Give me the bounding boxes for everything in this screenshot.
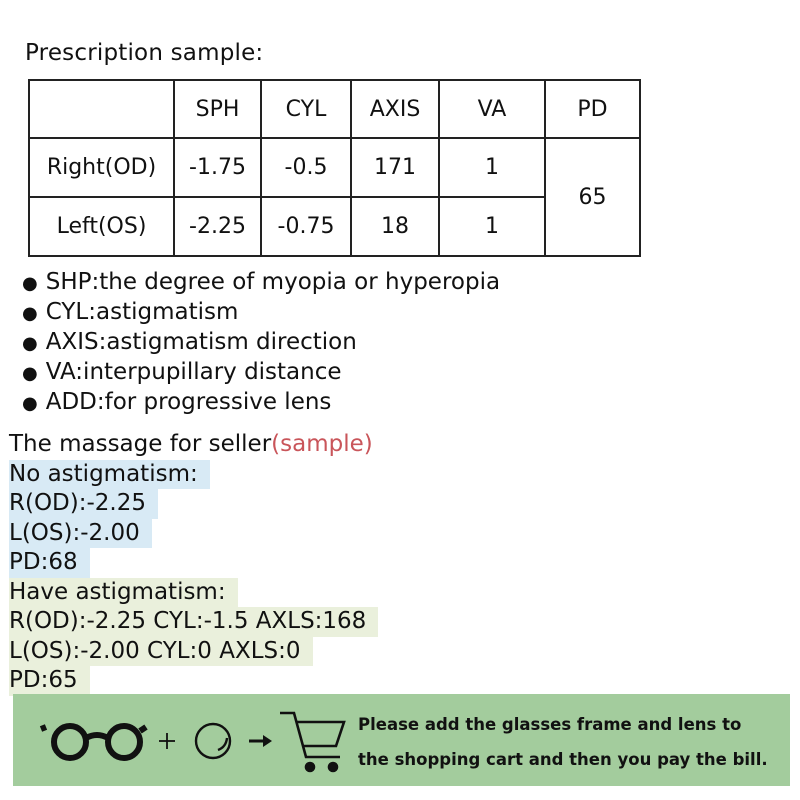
message-heading: The massage for seller(sample) <box>9 431 373 457</box>
cyl-value: -0.5 <box>261 138 351 197</box>
astigmatism-title: Have astigmatism: <box>9 578 238 608</box>
table-header-cell: SPH <box>174 80 261 138</box>
arrow-right-icon <box>249 735 272 747</box>
table-header-cell: AXIS <box>351 80 439 138</box>
list-item: ● CYL:astigmatism <box>22 299 239 325</box>
bullet-icon: ● <box>22 273 38 294</box>
glasses-icon <box>41 726 146 758</box>
list-item: ● SHP:the degree of myopia or hyperopia <box>22 269 501 295</box>
list-item: ● VA:interpupillary distance <box>22 359 342 385</box>
no-astigmatism-left: L(OS):-2.00 <box>9 519 152 549</box>
banner-line-2: the shopping cart and then you pay the bill. <box>358 750 768 769</box>
plus-icon <box>159 733 175 749</box>
astigmatism-left: L(OS):-2.00 CYL:0 AXLS:0 <box>9 637 313 667</box>
astigmatism-right: R(OD):-2.25 CYL:-1.5 AXLS:168 <box>9 607 378 637</box>
banner-instruction-text <box>358 707 768 777</box>
banner-line-1: Please add the glasses frame and lens to <box>358 715 742 734</box>
bullet-icon: ● <box>22 393 38 414</box>
va-value: 1 <box>439 138 545 197</box>
table-row <box>29 138 640 197</box>
sph-value: -2.25 <box>174 197 261 256</box>
sample-note: (sample) <box>271 431 373 457</box>
table-header-cell <box>29 80 174 138</box>
table-header-row <box>29 80 640 138</box>
page-title: Prescription sample: <box>25 40 264 66</box>
astigmatism-pd: PD:65 <box>9 666 90 696</box>
prescription-table <box>28 79 641 257</box>
table-header-cell: CYL <box>261 80 351 138</box>
no-astigmatism-title: No astigmatism: <box>9 460 210 490</box>
bullet-icon: ● <box>22 333 38 354</box>
table-header-cell: PD <box>545 80 640 138</box>
axis-value: 18 <box>351 197 439 256</box>
instruction-banner <box>13 694 790 786</box>
no-astigmatism-right: R(OD):-2.25 <box>9 489 158 519</box>
axis-value: 171 <box>351 138 439 197</box>
cyl-value: -0.75 <box>261 197 351 256</box>
row-label: Right(OD) <box>29 138 174 197</box>
va-value: 1 <box>439 197 545 256</box>
definitions-list <box>22 268 500 418</box>
table-header-cell: VA <box>439 80 545 138</box>
bullet-icon: ● <box>22 303 38 324</box>
list-item: ● ADD:for progressive lens <box>22 389 332 415</box>
no-astigmatism-pd: PD:68 <box>9 548 90 578</box>
shopping-cart-icon <box>280 713 344 771</box>
bullet-icon: ● <box>22 363 38 384</box>
list-item: ● AXIS:astigmatism direction <box>22 329 357 355</box>
row-label: Left(OS) <box>29 197 174 256</box>
seller-message-sample <box>9 430 378 696</box>
pd-value: 65 <box>545 138 640 256</box>
sph-value: -1.75 <box>174 138 261 197</box>
lens-icon <box>196 724 230 758</box>
